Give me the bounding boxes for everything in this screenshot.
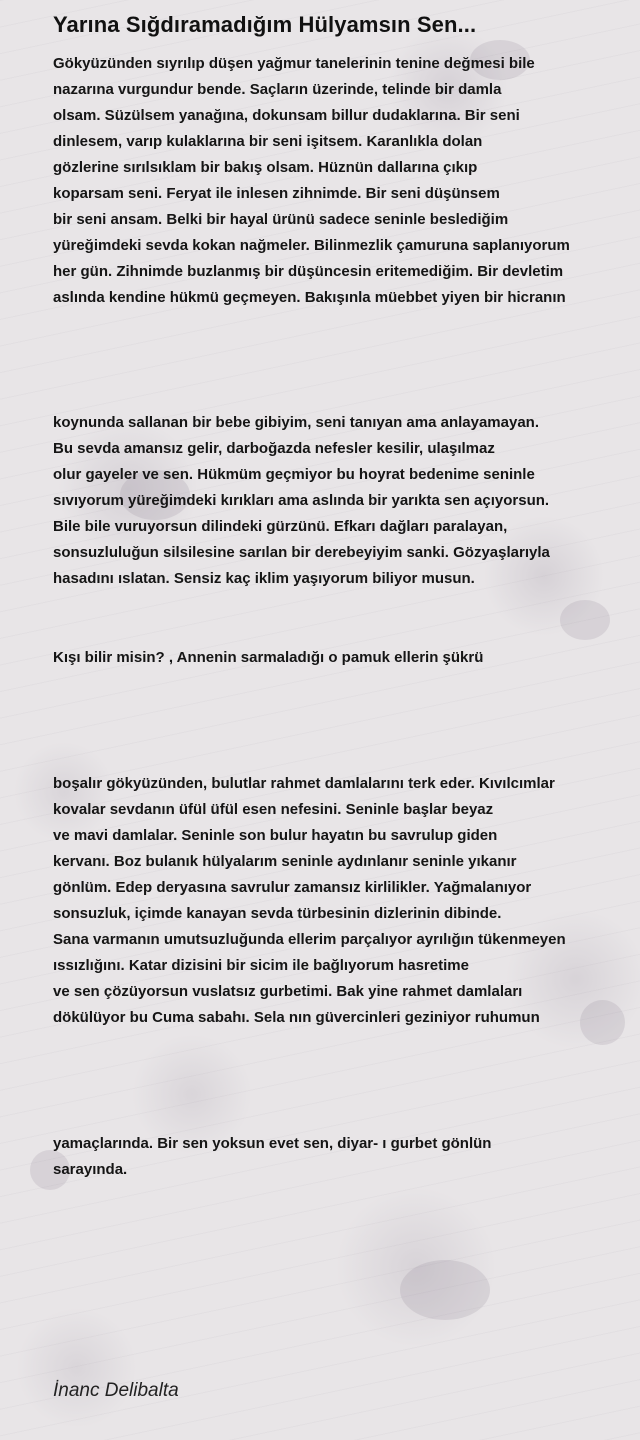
poem-line: olsam. Süzülsem yanağına, dokunsam billur dudaklarına. Bir seni — [53, 107, 520, 124]
poem-line: sonsuzluk, içimde kanayan sevda türbesinin dizlerinin dibinde. — [53, 905, 502, 922]
poem-line: koynunda sallanan bir bebe gibiyim, seni tanıyan ama anlayamayan. — [53, 414, 540, 431]
poem-line: yamaçlarında. Bir sen yoksun evet sen, diyar- ı gurbet gönlün — [53, 1135, 492, 1152]
poem-line: dökülüyor bu Cuma sabahı. Sela nın güvercinleri geziniyor ruhumun — [53, 1009, 540, 1026]
poem-line: Kışı bilir misin? , Annenin sarmaladığı o pamuk ellerin şükrü — [53, 649, 484, 666]
poem-line: aslında kendine hükmü geçmeyen. Bakışınla müebbet yiyen bir hicranın — [53, 289, 566, 306]
poem-line: gözlerine sırılsıklam bir bakış olsam. Hüznün dallarına çıkıp — [53, 159, 478, 176]
poem-line: hasadını ıslatan. Sensiz kaç iklim yaşıyorum biliyor musun. — [53, 570, 475, 587]
poem-title: Yarına Sığdıramadığım Hülyamsın Sen... — [53, 12, 477, 37]
poem-line: dinlesem, varıp kulaklarına bir seni işitsem. Karanlıkla dolan — [53, 133, 483, 150]
poem-line: Gökyüzünden sıyrılıp düşen yağmur tanelerinin tenine değmesi bile — [53, 55, 535, 72]
ink-blot-decoration — [400, 1260, 490, 1320]
poem-line: ıssızlığını. Katar dizisini bir sicim ile bağlıyorum hasretime — [53, 957, 469, 974]
poem-line: her gün. Zihnimde buzlanmış bir düşüncesin eritemediğim. Bir devletim — [53, 263, 564, 280]
stanza-2 — [53, 410, 623, 592]
poem-author: İnanc Delibalta — [53, 1380, 179, 1401]
poem-line: gönlüm. Edep deryasına savrulur zamansız kirlilikler. Yağmalanıyor — [53, 879, 532, 896]
poem-line: sarayında. — [53, 1161, 128, 1178]
poem-line: nazarına vurgundur bende. Saçların üzerinde, telinde bir damla — [53, 81, 502, 98]
poem-line: olur gayeler ve sen. Hükmüm geçmiyor bu hoyrat bedenime seninle — [53, 466, 535, 483]
stanza-5 — [53, 1131, 623, 1183]
poem-line: Bile bile vuruyorsun dilindeki gürzünü. Efkarı dağları paralayan, — [53, 518, 508, 535]
ink-blot-decoration — [560, 600, 610, 640]
poem-line: Bu sevda amansız gelir, darboğazda nefesler kesilir, ulaşılmaz — [53, 440, 495, 457]
stanza-1 — [53, 51, 623, 311]
poem-line: koparsam seni. Feryat ile inlesen zihnimde. Bir seni düşünsem — [53, 185, 500, 202]
poem-line: Sana varmanın umutsuzluğunda ellerim parçalıyor ayrılığın tükenmeyen — [53, 931, 566, 948]
poem-line: ve mavi damlalar. Seninle son bulur hayatın bu savrulup giden — [53, 827, 498, 844]
poem-line: bir seni ansam. Belki bir hayal ürünü sadece seninle beslediğim — [53, 211, 509, 228]
poem-line: boşalır gökyüzünden, bulutlar rahmet damlalarını terk eder. Kıvılcımlar — [53, 775, 555, 792]
poem-line: yüreğimdeki sevda kokan nağmeler. Bilinmezlik çamuruna saplanıyorum — [53, 237, 570, 254]
stanza-4 — [53, 771, 623, 1031]
poem-line: sonsuzluluğun silsilesine sarılan bir derebeyiyim sanki. Gözyaşlarıyla — [53, 544, 550, 561]
stanza-3 — [53, 645, 623, 671]
poem-line: kovalar sevdanın üfül üfül esen nefesini. Seninle başlar beyaz — [53, 801, 494, 818]
poem-line: ve sen çözüyorsun vuslatsız gurbetimi. Bak yine rahmet damlaları — [53, 983, 523, 1000]
poem-line: kervanı. Boz bulanık hülyalarım seninle aydınlanır seninle yıkanır — [53, 853, 517, 870]
poem-line: sıvıyorum yüreğimdeki kırıkları ama aslında bir yarıkta sen açıyorsun. — [53, 492, 550, 509]
